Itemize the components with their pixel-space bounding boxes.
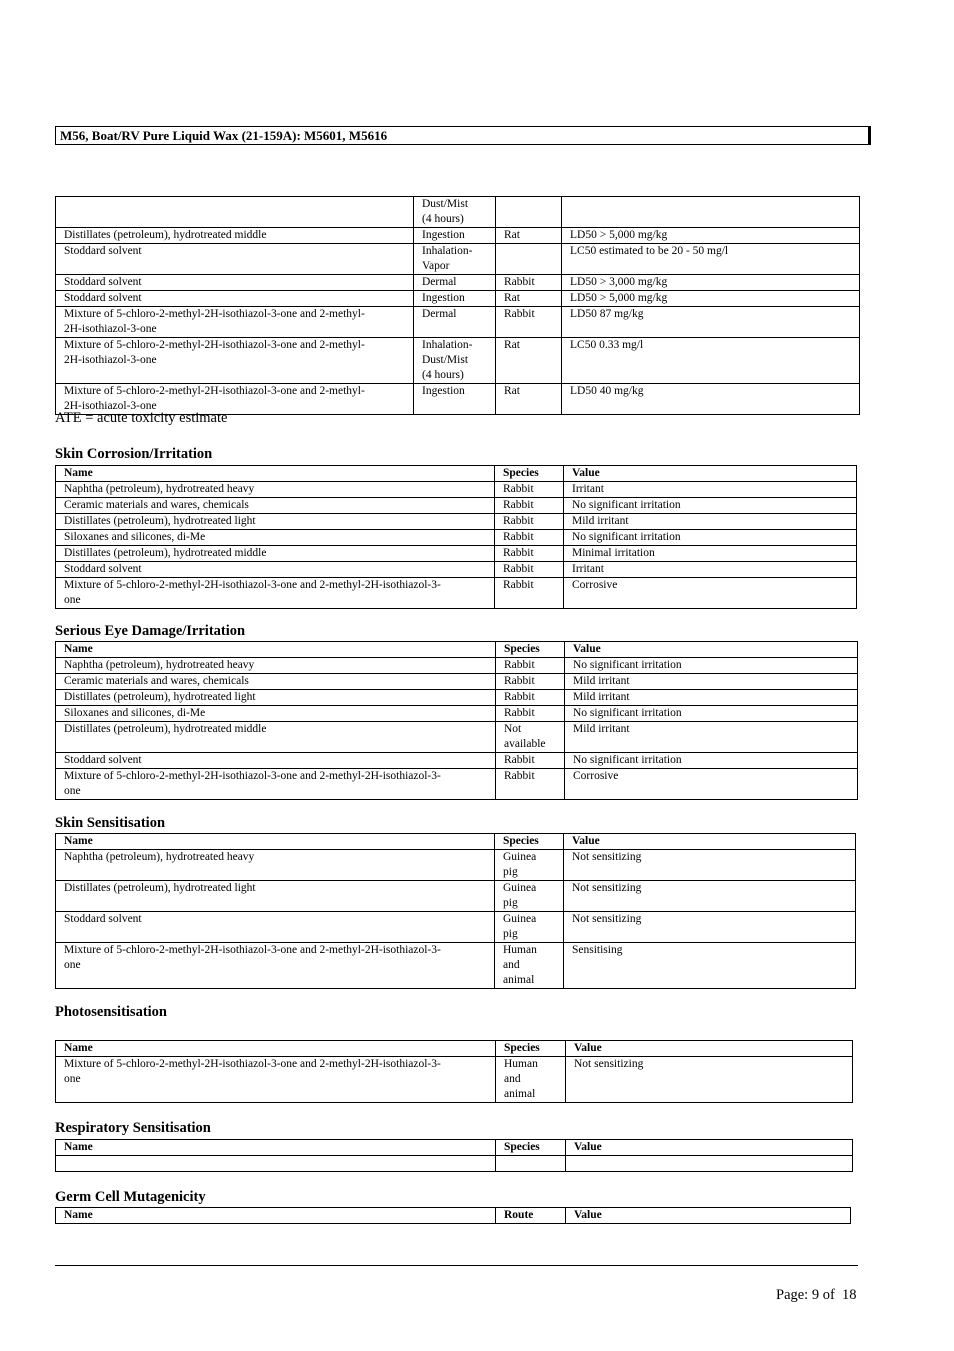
table-cell: Siloxanes and silicones, di-Me xyxy=(56,530,495,546)
table-cell: Guinea pig xyxy=(495,850,564,881)
photosensitisation-body xyxy=(56,1057,853,1103)
acute-toxicity-body xyxy=(56,197,860,415)
column-header-name: Name xyxy=(56,1208,496,1224)
skin-sensitisation-body xyxy=(56,850,856,989)
table-row xyxy=(56,546,857,562)
column-header-name: Name xyxy=(56,642,496,658)
table-cell: No significant irritation xyxy=(565,753,858,769)
table-cell: Mixture of 5-chloro-2-methyl-2H-isothiazol-3-one and 2-methyl- 2H-isothiazol-3-one xyxy=(56,384,414,415)
table-row xyxy=(56,514,857,530)
table-cell xyxy=(566,1156,853,1172)
table-cell: Stoddard solvent xyxy=(56,275,414,291)
section-title-skin-sensitisation: Skin Sensitisation xyxy=(55,815,166,831)
table-cell: Mild irritant xyxy=(565,690,858,706)
table-row xyxy=(56,291,860,307)
column-header-value: Value xyxy=(566,1208,851,1224)
table-row xyxy=(56,706,858,722)
table-cell: Rat xyxy=(496,228,562,244)
table-row xyxy=(56,1057,853,1103)
table-cell: Rabbit xyxy=(495,498,564,514)
table-cell: Not sensitizing xyxy=(564,850,856,881)
table-cell: No significant irritation xyxy=(565,658,858,674)
column-header-species: Species xyxy=(496,1041,566,1057)
table-cell: Mild irritant xyxy=(565,722,858,753)
table-cell: Not sensitizing xyxy=(566,1057,853,1103)
table-cell: Mixture of 5-chloro-2-methyl-2H-isothiazol-3-one and 2-methyl-2H-isothiazol-3- one xyxy=(56,943,495,989)
table-cell: Ceramic materials and wares, chemicals xyxy=(56,498,495,514)
table-cell: Distillates (petroleum), hydrotreated light xyxy=(56,514,495,530)
table-cell: Human and animal xyxy=(495,943,564,989)
page-number: Page: 9 of 18 xyxy=(776,1287,857,1303)
table-header-row xyxy=(56,1208,851,1224)
table-header-row xyxy=(56,1041,853,1057)
skin-corrosion-table xyxy=(55,465,857,609)
table-cell: Rabbit xyxy=(496,753,565,769)
table-row xyxy=(56,943,856,989)
column-header-name: Name xyxy=(56,466,495,482)
column-header-route: Route xyxy=(496,1208,566,1224)
table-cell: Corrosive xyxy=(565,769,858,800)
table-row xyxy=(56,912,856,943)
table-cell: Mixture of 5-chloro-2-methyl-2H-isothiazol-3-one and 2-methyl- 2H-isothiazol-3-one xyxy=(56,307,414,338)
table-cell xyxy=(496,197,562,228)
table-cell: No significant irritation xyxy=(564,530,857,546)
table-cell: Rabbit xyxy=(495,514,564,530)
table-row xyxy=(56,690,858,706)
table-cell: Siloxanes and silicones, di-Me xyxy=(56,706,496,722)
table-cell: Rabbit xyxy=(496,275,562,291)
table-cell: Rat xyxy=(496,384,562,415)
table-row xyxy=(56,753,858,769)
table-header-row xyxy=(56,834,856,850)
table-cell: Rat xyxy=(496,291,562,307)
table-cell: No significant irritation xyxy=(565,706,858,722)
section-title-skin-corrosion: Skin Corrosion/Irritation xyxy=(55,446,213,462)
table-cell: Distillates (petroleum), hydrotreated light xyxy=(56,881,495,912)
skin-sensitisation-table xyxy=(55,833,856,989)
table-cell: Naphtha (petroleum), hydrotreated heavy xyxy=(56,658,496,674)
table-cell: No significant irritation xyxy=(564,498,857,514)
table-cell: Mild irritant xyxy=(565,674,858,690)
table-cell: Stoddard solvent xyxy=(56,562,495,578)
table-cell: Naphtha (petroleum), hydrotreated heavy xyxy=(56,850,495,881)
table-cell: Distillates (petroleum), hydrotreated middle xyxy=(56,228,414,244)
table-cell: Mixture of 5-chloro-2-methyl-2H-isothiazol-3-one and 2-methyl-2H-isothiazol-3- one xyxy=(56,1057,496,1103)
table-cell: Dust/Mist (4 hours) xyxy=(414,197,496,228)
table-row xyxy=(56,1156,853,1172)
table-row xyxy=(56,769,858,800)
table-cell: LD50 > 5,000 mg/kg xyxy=(562,228,860,244)
column-header-species: Species xyxy=(496,1140,566,1156)
table-cell: Distillates (petroleum), hydrotreated middle xyxy=(56,546,495,562)
table-row xyxy=(56,562,857,578)
table-header-row xyxy=(56,1140,853,1156)
table-cell: Guinea pig xyxy=(495,912,564,943)
table-row xyxy=(56,197,860,228)
column-header-value: Value xyxy=(566,1041,853,1057)
table-row xyxy=(56,228,860,244)
ate-note: ATE = acute toxicity estimate xyxy=(55,410,228,426)
table-row xyxy=(56,275,860,291)
acute-toxicity-table xyxy=(55,196,860,415)
table-cell: Corrosive xyxy=(564,578,857,609)
table-cell xyxy=(562,197,860,228)
table-row xyxy=(56,674,858,690)
table-cell: Human and animal xyxy=(496,1057,566,1103)
table-row xyxy=(56,307,860,338)
respiratory-sensitisation-table xyxy=(55,1139,853,1172)
table-cell: Rat xyxy=(496,338,562,384)
table-cell: Mild irritant xyxy=(564,514,857,530)
section-title-photosensitisation: Photosensitisation xyxy=(55,1004,167,1020)
table-cell: Inhalation- Dust/Mist (4 hours) xyxy=(414,338,496,384)
section-title-germ-cell: Germ Cell Mutagenicity xyxy=(55,1189,206,1205)
table-cell xyxy=(56,1156,496,1172)
table-cell: Ceramic materials and wares, chemicals xyxy=(56,674,496,690)
table-row xyxy=(56,881,856,912)
table-cell xyxy=(56,197,414,228)
table-cell: Mixture of 5-chloro-2-methyl-2H-isothiazol-3-one and 2-methyl-2H-isothiazol-3- one xyxy=(56,578,495,609)
table-cell: Guinea pig xyxy=(495,881,564,912)
table-cell: Not sensitizing xyxy=(564,881,856,912)
table-cell: Rabbit xyxy=(495,578,564,609)
table-cell: Distillates (petroleum), hydrotreated light xyxy=(56,690,496,706)
table-cell: LD50 87 mg/kg xyxy=(562,307,860,338)
section-title-respiratory-sensitisation: Respiratory Sensitisation xyxy=(55,1120,211,1136)
table-cell: Rabbit xyxy=(496,706,565,722)
table-cell: Minimal irritation xyxy=(564,546,857,562)
table-cell: LC50 estimated to be 20 - 50 mg/l xyxy=(562,244,860,275)
eye-damage-body xyxy=(56,658,858,800)
photosensitisation-table xyxy=(55,1040,853,1103)
respiratory-sensitisation-body xyxy=(56,1156,853,1172)
column-header-species: Species xyxy=(495,834,564,850)
table-cell: Rabbit xyxy=(496,674,565,690)
footer-divider xyxy=(55,1265,858,1266)
table-cell: Stoddard solvent xyxy=(56,291,414,307)
table-cell: Inhalation- Vapor xyxy=(414,244,496,275)
table-cell: Stoddard solvent xyxy=(56,912,495,943)
table-cell: LD50 > 3,000 mg/kg xyxy=(562,275,860,291)
table-cell: Rabbit xyxy=(495,562,564,578)
table-cell: Rabbit xyxy=(496,769,565,800)
column-header-species: Species xyxy=(496,642,565,658)
table-cell: Mixture of 5-chloro-2-methyl-2H-isothiazol-3-one and 2-methyl-2H-isothiazol-3- one xyxy=(56,769,496,800)
table-cell: Naphtha (petroleum), hydrotreated heavy xyxy=(56,482,495,498)
table-cell xyxy=(496,1156,566,1172)
table-cell: Rabbit xyxy=(495,482,564,498)
table-cell: Not sensitizing xyxy=(564,912,856,943)
table-cell: Irritant xyxy=(564,482,857,498)
table-row xyxy=(56,722,858,753)
table-cell: Ingestion xyxy=(414,291,496,307)
eye-damage-table xyxy=(55,641,858,800)
table-header-row xyxy=(56,642,858,658)
table-cell: Rabbit xyxy=(495,546,564,562)
section-title-eye-damage: Serious Eye Damage/Irritation xyxy=(55,623,246,639)
table-cell: Sensitising xyxy=(564,943,856,989)
table-row xyxy=(56,244,860,275)
table-cell: Rabbit xyxy=(495,530,564,546)
table-row xyxy=(56,498,857,514)
table-cell: LD50 > 5,000 mg/kg xyxy=(562,291,860,307)
table-cell: Rabbit xyxy=(496,690,565,706)
column-header-value: Value xyxy=(564,834,856,850)
column-header-species: Species xyxy=(495,466,564,482)
table-cell xyxy=(496,244,562,275)
table-cell: Rabbit xyxy=(496,307,562,338)
table-cell: LD50 40 mg/kg xyxy=(562,384,860,415)
table-row xyxy=(56,578,857,609)
document-header: M56, Boat/RV Pure Liquid Wax (21-159A): M5601, M5616 xyxy=(55,126,871,145)
table-cell: Stoddard solvent xyxy=(56,753,496,769)
column-header-name: Name xyxy=(56,1140,496,1156)
table-cell: Stoddard solvent xyxy=(56,244,414,275)
column-header-value: Value xyxy=(565,642,858,658)
table-cell: Rabbit xyxy=(496,658,565,674)
table-cell: Ingestion xyxy=(414,384,496,415)
table-row xyxy=(56,482,857,498)
table-header-row xyxy=(56,466,857,482)
table-cell: Irritant xyxy=(564,562,857,578)
table-cell: Mixture of 5-chloro-2-methyl-2H-isothiazol-3-one and 2-methyl- 2H-isothiazol-3-one xyxy=(56,338,414,384)
table-row xyxy=(56,530,857,546)
column-header-name: Name xyxy=(56,834,495,850)
column-header-name: Name xyxy=(56,1041,496,1057)
table-row xyxy=(56,658,858,674)
germ-cell-table xyxy=(55,1207,851,1224)
table-row xyxy=(56,338,860,384)
table-cell: Dermal xyxy=(414,307,496,338)
table-cell: Ingestion xyxy=(414,228,496,244)
skin-corrosion-body xyxy=(56,482,857,609)
table-cell: LC50 0.33 mg/l xyxy=(562,338,860,384)
table-cell: Distillates (petroleum), hydrotreated middle xyxy=(56,722,496,753)
table-cell: Not available xyxy=(496,722,565,753)
column-header-value: Value xyxy=(566,1140,853,1156)
table-cell: Dermal xyxy=(414,275,496,291)
table-row xyxy=(56,850,856,881)
column-header-value: Value xyxy=(564,466,857,482)
